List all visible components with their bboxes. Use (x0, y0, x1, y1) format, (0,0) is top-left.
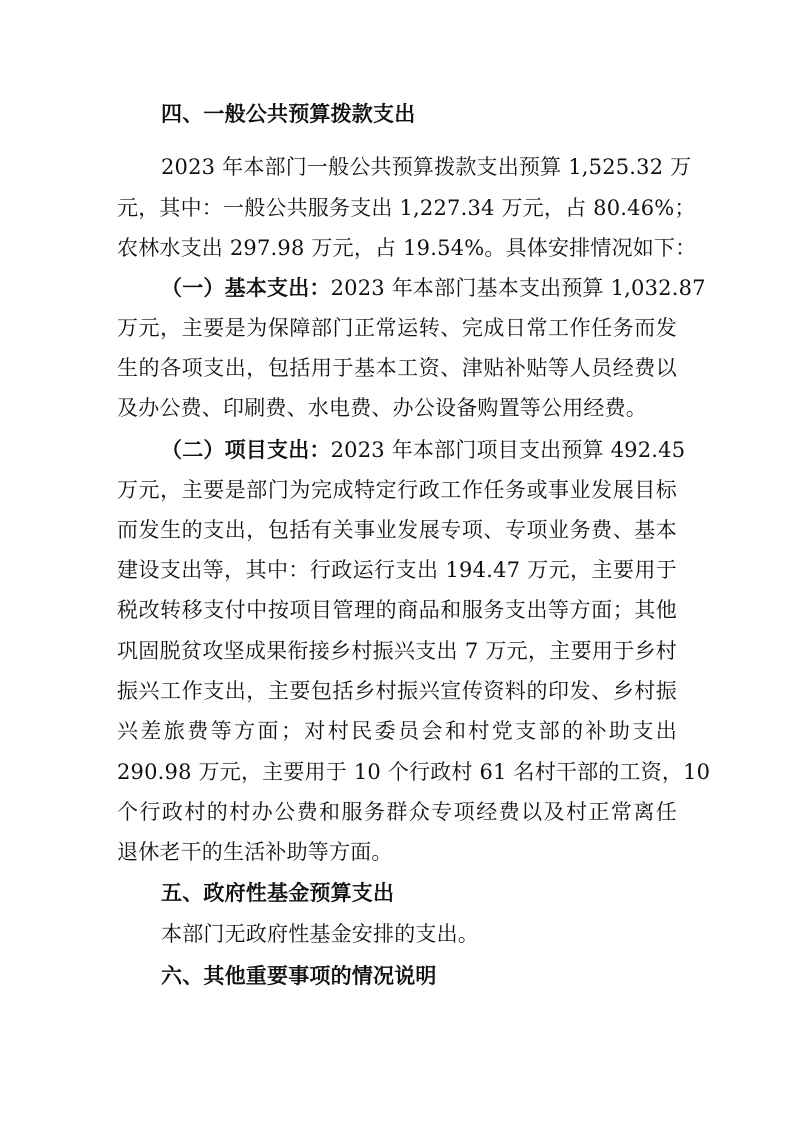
paragraph-line: 元，其中：一般公共服务支出 1,227.34 万元，占 80.46%； (117, 196, 696, 220)
paragraph-line: 生的各项支出，包括用于基本工资、津贴补贴等人员经费以 (117, 356, 677, 380)
paragraph-line: 及办公费、印刷费、水电费、办公设备购置等公用经费。 (117, 396, 647, 420)
paragraph-line: 290.98 万元，主要用于 10 个行政村 61 名村干部的工资，10 (117, 760, 711, 784)
basic-expense-lead: （一）基本支出： (161, 276, 331, 300)
paragraph-line: 万元，主要是部门为完成特定行政工作任务或事业发展目标 (117, 478, 677, 502)
basic-expense-first-line (117, 274, 706, 302)
paragraph-line: 兴差旅费等方面；对村民委员会和村党支部的补助支出 (117, 719, 677, 743)
paragraph-line: 而发生的支出，包括有关事业发展专项、专项业务费、基本 (117, 518, 677, 542)
paragraph-line: 退休老干的生活补助等方面。 (117, 840, 393, 864)
paragraph-line: 巩固脱贫攻坚成果衔接乡村振兴支出 7 万元，主要用于乡村 (117, 639, 677, 663)
section-heading-other-matters: 六、其他重要事项的情况说明 (161, 964, 437, 988)
paragraph-line: 农林水支出 297.98 万元，占 19.54%。具体安排情况如下： (117, 236, 697, 260)
project-expense-lead: （二）项目支出： (161, 438, 331, 462)
paragraph-line: 个行政村的村办公费和服务群众专项经费以及村正常离任 (117, 800, 677, 824)
paragraph-line: 建设支出等，其中：行政运行支出 194.47 万元，主要用于 (117, 558, 677, 582)
basic-expense-text: 2023 年本部门基本支出预算 1,032.87 (330, 276, 706, 300)
project-expense-first-line (117, 436, 686, 464)
project-expense-text: 2023 年本部门项目支出预算 492.45 (330, 438, 686, 462)
paragraph-line: 本部门无政府性基金安排的支出。 (161, 922, 479, 946)
paragraph-line: 税改转移支付中按项目管理的商品和服务支出等方面；其他 (117, 598, 677, 622)
section-heading-government-fund: 五、政府性基金预算支出 (161, 881, 395, 905)
section-heading-general-budget: 四、一般公共预算拨款支出 (161, 102, 416, 126)
paragraph-line: 2023 年本部门一般公共预算拨款支出预算 1,525.32 万 (161, 155, 692, 179)
paragraph-line: 万元，主要是为保障部门正常运转、完成日常工作任务而发 (117, 316, 677, 340)
paragraph-line: 振兴工作支出，主要包括乡村振兴宣传资料的印发、乡村振 (117, 679, 677, 703)
